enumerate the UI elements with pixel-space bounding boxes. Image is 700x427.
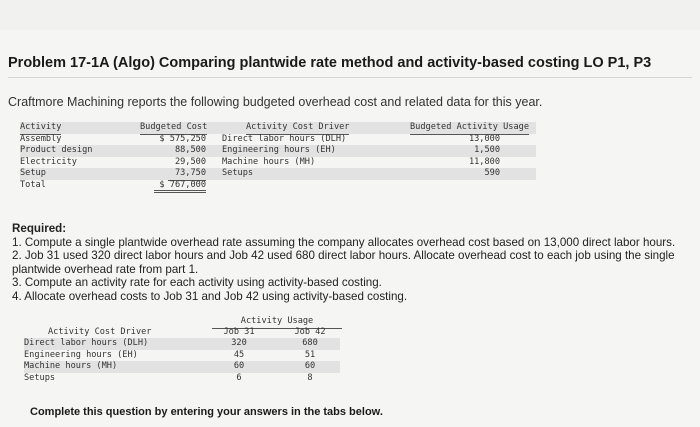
row-cost: 29,500 bbox=[174, 156, 206, 167]
required-section bbox=[12, 222, 692, 304]
row-driver: Direct labor hours (DLH) bbox=[24, 338, 149, 348]
row-driver: Setups bbox=[222, 168, 254, 178]
footer-instructions: Complete this question by entering your answers in the tabs below. bbox=[30, 406, 383, 418]
title-divider bbox=[8, 77, 692, 78]
top-bar bbox=[0, 0, 700, 30]
budget-table-header bbox=[20, 122, 536, 134]
row-usage: 11,800 bbox=[468, 156, 500, 167]
row-job-31: 6 bbox=[236, 372, 242, 383]
row-job-42: 60 bbox=[304, 361, 316, 371]
row-activity: Assembly bbox=[20, 133, 62, 144]
table-row bbox=[20, 145, 536, 157]
row-cost: 73,750 bbox=[168, 168, 206, 181]
header-job-42: Job 42 bbox=[280, 327, 340, 340]
header-budgeted-cost: Budgeted Cost bbox=[140, 122, 207, 135]
row-usage: 13,000 bbox=[468, 133, 500, 144]
header-activity-usage: Activity Usage bbox=[212, 316, 342, 329]
job-table-header bbox=[24, 327, 340, 339]
row-driver: Direct labor hours (DLH) bbox=[222, 133, 347, 144]
table-row bbox=[24, 350, 340, 362]
row-driver: Machine hours (MH) bbox=[24, 361, 118, 371]
row-activity: Product design bbox=[20, 145, 93, 155]
row-cost: 88,500 bbox=[174, 145, 206, 155]
row-activity: Total bbox=[20, 179, 46, 190]
row-job-42: 51 bbox=[304, 349, 316, 360]
table-row-total bbox=[20, 180, 536, 192]
required-item-4: 4. Allocate overhead costs to Job 31 and Job 42 using activity-based costing. bbox=[12, 289, 408, 303]
table-row bbox=[20, 168, 536, 180]
table-row bbox=[24, 373, 340, 385]
row-job-31: 60 bbox=[233, 361, 245, 371]
page-title: Problem 17-1A (Algo) Comparing plantwide rate method and activity-based costing LO P1, P3 bbox=[8, 55, 652, 71]
header-cost-driver: Activity Cost Driver bbox=[48, 327, 151, 340]
row-activity: Electricity bbox=[20, 156, 77, 167]
required-item-1: 1. Compute a single plantwide overhead rate assuming the company allocates overhead cost based on 13,000 direct labor hours. bbox=[12, 235, 676, 249]
table-row bbox=[20, 134, 536, 146]
table-row bbox=[24, 361, 340, 373]
header-budgeted-usage: Budgeted Activity Usage bbox=[410, 122, 529, 135]
row-job-31: 320 bbox=[231, 338, 247, 348]
row-activity: Setup bbox=[20, 168, 46, 178]
row-usage: 1,500 bbox=[474, 145, 500, 155]
table-row bbox=[24, 338, 340, 350]
budget-table bbox=[20, 122, 536, 195]
header-job-31: Job 31 bbox=[212, 327, 266, 340]
header-cost-driver: Activity Cost Driver bbox=[246, 122, 349, 135]
row-usage: 590 bbox=[484, 168, 500, 178]
row-cost: $ 575,250 bbox=[159, 133, 206, 144]
row-driver: Machine hours (MH) bbox=[222, 156, 316, 167]
row-job-42: 680 bbox=[302, 338, 318, 348]
required-item-3: 3. Compute an activity rate for each activity using activity-based costing. bbox=[12, 276, 382, 290]
row-driver: Setups bbox=[24, 372, 56, 383]
job-usage-table bbox=[24, 316, 340, 390]
row-driver: Engineering hours (EH) bbox=[222, 145, 336, 155]
table-row bbox=[20, 157, 536, 169]
header-activity: Activity bbox=[20, 122, 61, 135]
required-item-2: 2. Job 31 used 320 direct labor hours and Job 42 used 680 direct labor hours. Allocate overhead cost to each job using the single plantwide overhead rate from part 1. bbox=[12, 249, 675, 276]
row-cost-total: $ 767,000 bbox=[154, 180, 206, 193]
row-driver: Engineering hours (EH) bbox=[24, 349, 138, 360]
intro-text: Craftmore Machining reports the following budgeted overhead cost and related data for this year. bbox=[8, 95, 543, 109]
row-job-42: 8 bbox=[307, 372, 313, 383]
required-heading: Required: bbox=[12, 222, 67, 235]
row-job-31: 45 bbox=[233, 349, 245, 360]
